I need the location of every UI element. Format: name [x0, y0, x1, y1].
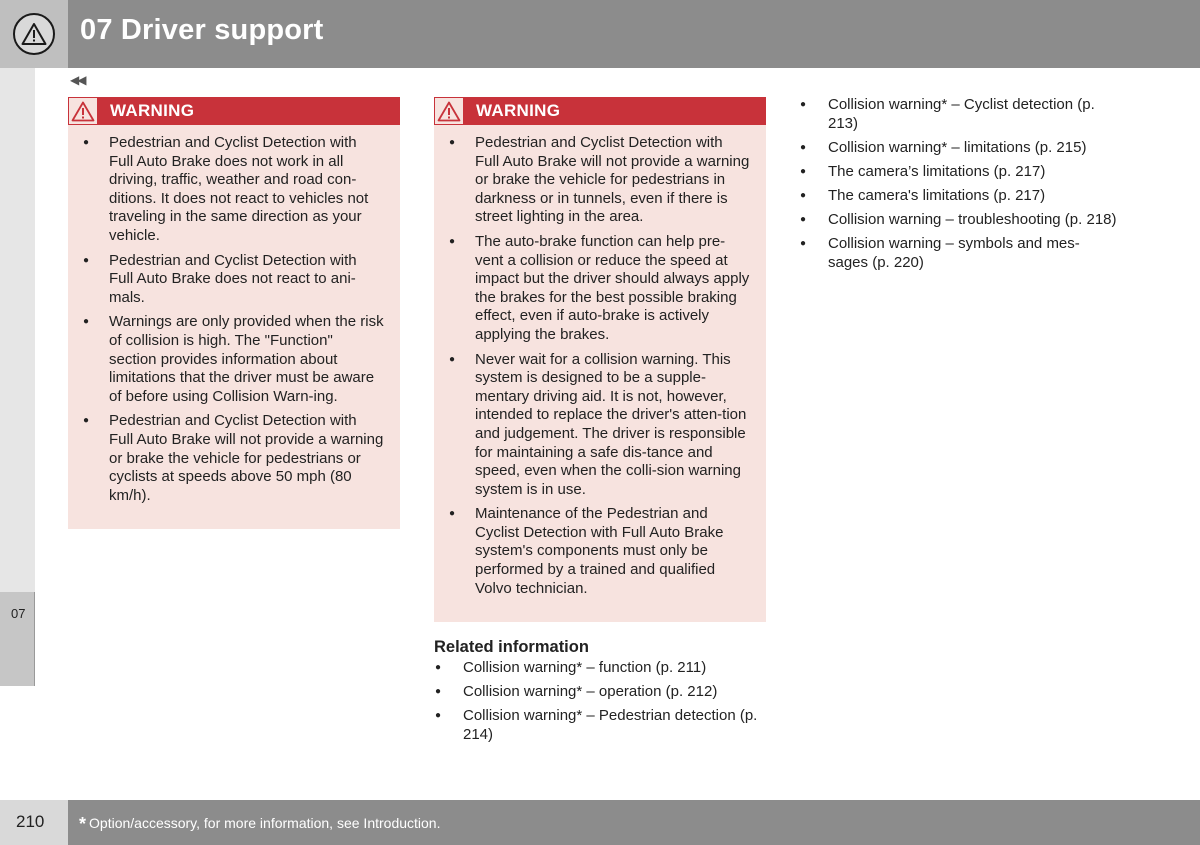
related-link[interactable]: ● Collision warning* – Pedestrian detection (p. 214) — [434, 707, 769, 744]
warning-header — [68, 97, 400, 125]
page-number: 210 — [16, 812, 45, 831]
related-links-list — [799, 96, 1119, 278]
related-link[interactable]: ● The camera's limitations (p. 217) — [799, 187, 1119, 206]
warning-triangle-icon — [13, 13, 55, 55]
related-link[interactable]: ● Collision warning – troubleshooting (p. 218) — [799, 211, 1119, 230]
header-icon-area — [0, 0, 68, 68]
footnote — [79, 814, 440, 835]
list-item: ● Pedestrian and Cyclist Detection with Full Auto Brake does not work in all driving, traffic, weather and road con-ditions. It does not react to vehicles not traveling in the same direction as your vehicle. — [82, 134, 384, 246]
warning-box — [68, 97, 400, 529]
related-link[interactable]: ● Collision warning* – operation (p. 212) — [434, 683, 769, 702]
list-item: ● Maintenance of the Pedestrian and Cyclist Detection with Full Auto Brake system's components must only be performed by a trained and qualified Volvo technician. — [448, 505, 750, 598]
side-tab-chapter-number: 07 — [11, 606, 26, 621]
chapter-title: 07 Driver support — [80, 14, 324, 46]
list-item: ● Never wait for a collision warning. This system is designed to be a supple-mentary driving aid. It is not, however, intended to replace the driver's atten-tion and judgement. The driver is responsible for maintaining a safe dis-tance and speed, even when the colli-sion warning system is in use. — [448, 351, 750, 500]
related-link[interactable]: ● Collision warning* – limitations (p. 215) — [799, 139, 1119, 158]
related-link[interactable]: ● The camera’s limitations (p. 217) — [799, 163, 1119, 182]
back-arrows-icon[interactable]: ◀◀ — [70, 73, 85, 87]
warning-title: WARNING — [476, 101, 561, 120]
list-item: ● Pedestrian and Cyclist Detection with Full Auto Brake does not react to ani-mals. — [82, 252, 384, 308]
warning-header — [434, 97, 766, 125]
footnote-text: Option/accessory, for more information, see Introduction. — [89, 815, 441, 831]
related-link[interactable]: ● Collision warning – symbols and mes-sages (p. 220) — [799, 235, 1119, 272]
warning-title: WARNING — [110, 101, 195, 120]
warning-triangle-icon — [434, 97, 464, 125]
footnote-star: * — [79, 814, 87, 834]
list-item: ● Warnings are only provided when the risk of collision is high. The "Function" section provides information about limitations that the driver must be aware of before using Collision Warn-ing. — [82, 313, 384, 406]
warning-list — [68, 125, 400, 521]
related-information-heading: Related information — [434, 638, 589, 656]
related-links-list — [434, 659, 769, 750]
related-link[interactable]: ● Collision warning* – function (p. 211) — [434, 659, 769, 678]
list-item: ● The auto-brake function can help pre-vent a collision or reduce the speed at impact but the driver should always apply the brakes for the best possible braking effect, even if auto-brake is actively applying the brakes. — [448, 233, 750, 345]
warning-list — [434, 125, 766, 614]
list-item: ● Pedestrian and Cyclist Detection with Full Auto Brake will not provide a warning or brake the vehicle for pedestrians in darkness or in tunnels, even if there is street lighting in the area. — [448, 134, 750, 227]
warning-triangle-icon — [68, 97, 98, 125]
related-link[interactable]: ● Collision warning* – Cyclist detection (p. 213) — [799, 96, 1119, 133]
header-bar — [68, 0, 1200, 68]
warning-box — [434, 97, 766, 622]
list-item: ● Pedestrian and Cyclist Detection with Full Auto Brake will not provide a warning or brake the vehicle for pedestrians or cyclists at speeds above 50 mph (80 km/h). — [82, 412, 384, 505]
